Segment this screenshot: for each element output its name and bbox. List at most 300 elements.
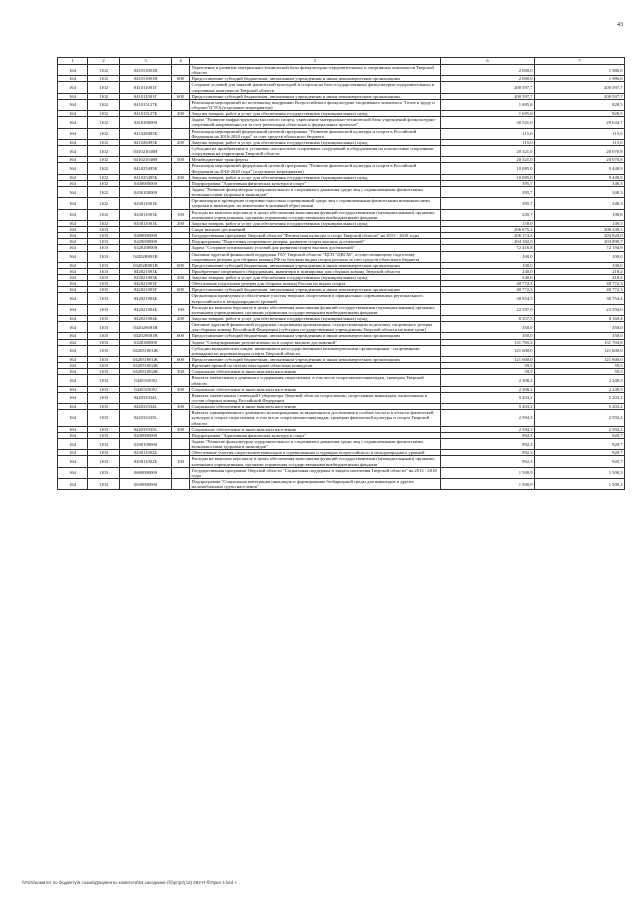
section-code-cell: 1103 — [88, 339, 120, 345]
admin-code-cell: 164 — [58, 363, 88, 369]
section-code-cell: 1102 — [88, 198, 120, 209]
target-article-cell: 0420000000 — [120, 239, 172, 245]
planned-amount-cell: 5 203,2 — [441, 392, 535, 403]
target-article-cell: 042031005J — [120, 386, 172, 392]
page-number: 43 — [617, 22, 623, 28]
admin-code-cell: 164 — [58, 93, 88, 99]
admin-code-cell: 164 — [58, 163, 88, 174]
column-header: 2 — [88, 58, 120, 65]
planned-amount-cell: 2 594,3 — [441, 426, 535, 432]
section-code-cell: 1102 — [88, 117, 120, 128]
planned-amount-cell: 2 308,2 — [441, 375, 535, 386]
target-article-cell: 0420300000 — [120, 339, 172, 345]
executed-amount-cell: 920,7 — [535, 439, 625, 450]
target-article-cell: 041011001Г — [120, 93, 172, 99]
planned-amount-cell: 59,5 — [441, 369, 535, 375]
description-cell: Задача "Стимулирование результативности в спорте высших достижений" — [190, 339, 441, 345]
section-code-cell: 1102 — [88, 209, 120, 220]
executed-amount-cell: 1 500,3 — [535, 478, 625, 489]
expense-type-cell: 200 — [172, 111, 190, 117]
admin-code-cell: 164 — [58, 82, 88, 93]
description-cell: Спорт высших достижений — [190, 226, 441, 232]
executed-amount-cell: 204 820,0 — [535, 233, 625, 239]
expense-type-cell: 600 — [172, 93, 190, 99]
table-row — [58, 251, 625, 262]
expense-type-cell — [172, 345, 190, 356]
target-article-cell: 042031002Ж — [120, 363, 172, 369]
expense-type-cell — [172, 375, 190, 386]
target-article-cell: 041025495Б — [120, 163, 172, 174]
executed-amount-cell: 1 500,3 — [535, 467, 625, 478]
planned-amount-cell: 200 597,7 — [441, 82, 535, 93]
table-row — [58, 478, 625, 489]
planned-amount-cell: 240,0 — [441, 275, 535, 281]
section-code-cell: 1103 — [88, 467, 120, 478]
expense-type-cell — [172, 392, 190, 403]
expense-type-cell: 300 — [172, 386, 190, 392]
planned-amount-cell: 992,3 — [441, 456, 535, 467]
executed-amount-cell: 121 600,0 — [535, 357, 625, 363]
description-cell: Реализация мероприятий федеральной целевой программы "Развитие физической культуры и спорта в Российской Федерации на 2016-2020 годы" (отдельные мероприятия) — [190, 163, 441, 174]
executed-amount-cell: 20 070,8 — [535, 145, 625, 156]
section-code-cell: 1103 — [88, 304, 120, 315]
executed-amount-cell: 198,8 — [535, 209, 625, 220]
table-row — [58, 65, 625, 76]
description-cell: Организация и проведение спортивно-массовых соревнований среди лиц с ограниченными физическими возможностями здоровья и инвалидов, их вовлечение в активный образ жизни — [190, 198, 441, 209]
description-cell: Задача "Развитие физкультурно-оздоровительного и спортивного движения среди лиц с ограниченными физическими возможностями здоровья и инвалидов" — [190, 186, 441, 197]
target-article-cell: 042021003Б — [120, 268, 172, 274]
executed-amount-cell: 8 160,4 — [535, 316, 625, 322]
expense-type-cell — [172, 186, 190, 197]
expense-type-cell — [172, 145, 190, 156]
description-cell: Закупка товаров, работ и услуг для обеспечения государственных (муниципальных) нужд — [190, 316, 441, 322]
target-article-cell: 041021040Н — [120, 145, 172, 156]
planned-amount-cell: 131 765,2 — [441, 339, 535, 345]
planned-amount-cell: 206 675,2 — [441, 226, 535, 232]
target-article-cell: 041015127Б — [120, 99, 172, 110]
table-row — [58, 293, 625, 304]
description-cell: Предоставление субсидий бюджетным, автономным учреждениям и иным некоммерческим организациям — [190, 262, 441, 268]
admin-code-cell: 164 — [58, 410, 88, 426]
target-article-cell: 042021004Б — [120, 293, 172, 304]
target-article-cell: 042031034L — [120, 404, 172, 410]
description-cell: Расходы на выплаты персоналу в целях обеспечения выполнения функций государственными (муниципальными) органами, казенными учреждениями, органами управления государственными внебюджетными фондами — [190, 456, 441, 467]
admin-code-cell: 164 — [58, 209, 88, 220]
admin-code-cell: 164 — [58, 456, 88, 467]
description-cell: Подпрограмма "Подготовка спортивного резерва, развитие спорта высших достижений" — [190, 239, 441, 245]
expense-type-cell: 200 — [172, 139, 190, 145]
section-code-cell: 1102 — [88, 145, 120, 156]
executed-amount-cell: 100,0 — [535, 262, 625, 268]
expense-type-cell: 600 — [172, 333, 190, 339]
description-cell: Выплата ежемесячных стипендий Губернатора Тверской области спортсменам, спортсменам-инвалидам, включенным в состав сборных команд Российской Федерации — [190, 392, 441, 403]
executed-amount-cell: 1 986,0 — [535, 76, 625, 82]
executed-amount-cell: 348,3 — [535, 198, 625, 209]
target-article-cell: 04202S081В — [120, 322, 172, 333]
target-article-cell: 0400000000 — [120, 233, 172, 239]
description-cell: Государственная программа Тверской области "Социальная поддержка и защита населения Тверской области" на 2013 - 2018 годы — [190, 467, 441, 478]
planned-amount-cell: 992,3 — [441, 432, 535, 438]
executed-amount-cell: 5 203,2 — [535, 404, 625, 410]
target-article-cell: 042021003Г — [120, 287, 172, 293]
description-cell: Выплата ежемесячного денежного содержания спортсменам, в том числе спортсменам-инвалидам, тренерам Тверской области — [190, 375, 441, 386]
table-row — [58, 322, 625, 333]
target-article-cell: 041011001Г — [120, 82, 172, 93]
section-code-cell: 1103 — [88, 363, 120, 369]
admin-code-cell: 164 — [58, 375, 88, 386]
admin-code-cell: 164 — [58, 198, 88, 209]
executed-amount-cell: 59,5 — [535, 363, 625, 369]
planned-amount-cell: 350,0 — [441, 322, 535, 333]
expense-type-cell — [172, 410, 190, 426]
admin-code-cell: 164 — [58, 392, 88, 403]
executed-amount-cell: 100,0 — [535, 251, 625, 262]
expense-type-cell — [172, 439, 190, 450]
expense-type-cell — [172, 99, 190, 110]
target-article-cell: 043011002Б — [120, 450, 172, 456]
table-row — [58, 304, 625, 315]
admin-code-cell: 164 — [58, 117, 88, 128]
executed-amount-cell: 828,5 — [535, 111, 625, 117]
target-article-cell: 0630000000 — [120, 478, 172, 489]
planned-amount-cell: 20 321,0 — [441, 145, 535, 156]
executed-amount-cell: 121 600,0 — [535, 345, 625, 356]
admin-code-cell: 164 — [58, 128, 88, 139]
executed-amount-cell: 200 597,7 — [535, 93, 625, 99]
planned-amount-cell: 2 000,0 — [441, 65, 535, 76]
section-code-cell: 1102 — [88, 111, 120, 117]
section-code-cell: 1103 — [88, 268, 120, 274]
admin-code-cell: 164 — [58, 65, 88, 76]
admin-code-cell: 164 — [58, 239, 88, 245]
description-cell: Подпрограмма "Адаптивная физическая культура и спорт" — [190, 432, 441, 438]
expense-type-cell — [172, 163, 190, 174]
section-code-cell: 1103 — [88, 251, 120, 262]
executed-amount-cell: 115,0 — [535, 139, 625, 145]
description-cell: Социальное обеспечение и иные выплаты населению — [190, 369, 441, 375]
planned-amount-cell: 1 500,9 — [441, 467, 535, 478]
description-cell: Закупка товаров, работ и услуг для обеспечения государственных (муниципальных) нужд — [190, 111, 441, 117]
target-article-cell: 043011002Б — [120, 456, 172, 467]
expense-type-cell: 600 — [172, 76, 190, 82]
section-code-cell: 1103 — [88, 316, 120, 322]
description-cell: Подпрограмма "Адаптивная физическая культура и спорт" — [190, 180, 441, 186]
expense-type-cell: 300 — [172, 426, 190, 432]
planned-amount-cell: 20 321,0 — [441, 157, 535, 163]
planned-amount-cell: 40 772,3 — [441, 281, 535, 287]
section-code-cell: 1102 — [88, 93, 120, 99]
expense-type-cell: 300 — [172, 404, 190, 410]
planned-amount-cell: 115,0 — [441, 128, 535, 139]
expense-type-cell — [172, 128, 190, 139]
section-code-cell: 1103 — [88, 426, 120, 432]
executed-amount-cell: 350,0 — [535, 333, 625, 339]
description-cell: Реализация мероприятий по поэтапному внедрению Всероссийского физкультурно-спортивного комплекса "Готов к труду и обороне"(ГТО) (отдельные мероприятия) — [190, 99, 441, 110]
description-cell: Закупка товаров, работ и услуг для обеспечения государственных (муниципальных) нужд — [190, 220, 441, 226]
planned-amount-cell: 2 594,3 — [441, 410, 535, 426]
section-code-cell: 1102 — [88, 163, 120, 174]
planned-amount-cell: 1 695,6 — [441, 111, 535, 117]
section-code-cell: 1103 — [88, 404, 120, 410]
target-article-cell: 04202S081В — [120, 333, 172, 339]
planned-amount-cell: 115,0 — [441, 139, 535, 145]
executed-amount-cell: 1 986,0 — [535, 65, 625, 76]
table-row — [58, 117, 625, 128]
target-article-cell: 042031035L — [120, 410, 172, 426]
admin-code-cell: 164 — [58, 304, 88, 315]
expense-type-cell — [172, 322, 190, 333]
table-row — [58, 209, 625, 220]
executed-amount-cell: 149,5 — [535, 220, 625, 226]
table-row — [58, 145, 625, 156]
planned-amount-cell: 8 357,5 — [441, 316, 535, 322]
planned-amount-cell: 59,5 — [441, 363, 535, 369]
target-article-cell: 042021004Б — [120, 304, 172, 315]
description-cell: Предоставление субсидий бюджетным, автономным учреждениям и иным некоммерческим организациям — [190, 333, 441, 339]
expense-type-cell: 600 — [172, 357, 190, 363]
target-article-cell: 043011001Б — [120, 220, 172, 226]
admin-code-cell: 164 — [58, 145, 88, 156]
admin-code-cell: 164 — [58, 432, 88, 438]
executed-amount-cell: 218,2 — [535, 268, 625, 274]
planned-amount-cell: 10 085,0 — [441, 174, 535, 180]
admin-code-cell: 164 — [58, 245, 88, 251]
expense-type-cell: 200 — [172, 220, 190, 226]
executed-amount-cell: 9 448,9 — [535, 163, 625, 174]
description-cell: Межбюджетные трансферты — [190, 157, 441, 163]
table-row — [58, 392, 625, 403]
planned-amount-cell: 395,7 — [441, 198, 535, 209]
executed-amount-cell: 348,3 — [535, 186, 625, 197]
expense-type-cell: 500 — [172, 157, 190, 163]
expense-type-cell: 100 — [172, 209, 190, 220]
target-article-cell: 0430100000 — [120, 186, 172, 197]
table-row — [58, 410, 625, 426]
executed-amount-cell: 920,7 — [535, 450, 625, 456]
expense-type-cell: 600 — [172, 262, 190, 268]
section-code-cell: 1102 — [88, 220, 120, 226]
target-article-cell: 042031002Ж — [120, 369, 172, 375]
planned-amount-cell: 5 203,2 — [441, 404, 535, 410]
table-row — [58, 198, 625, 209]
description-cell: Социальное обеспечение и иные выплаты населению — [190, 386, 441, 392]
executed-amount-cell: 2 249,5 — [535, 386, 625, 392]
description-cell: Обеспечение участия спортсменов-инвалидов в соревнованиях и турнирах всероссийского и международного уровней — [190, 450, 441, 456]
executed-amount-cell: 29 634,7 — [535, 117, 625, 128]
admin-code-cell: 164 — [58, 322, 88, 333]
description-cell: Задача "Создание оптимальных условий для развития спорта высших достижений" — [190, 245, 441, 251]
planned-amount-cell: 992,3 — [441, 439, 535, 450]
target-article-cell: 041011001В — [120, 76, 172, 82]
executed-amount-cell: 30 754,4 — [535, 293, 625, 304]
description-cell: Задача "Развитие физкультурно-оздоровительного и спортивного движения среди лиц с ограниченными физическими возможностями здоровья и инвалидов" — [190, 439, 441, 450]
budget-table — [57, 57, 625, 490]
description-cell: Расходы на выплаты персоналу в целях обеспечения выполнения функций государственными (муниципальными) органами, казенными учреждениями, органами управления государственными внебюджетными фондами — [190, 209, 441, 220]
planned-amount-cell: 245,7 — [441, 209, 535, 220]
expense-type-cell — [172, 82, 190, 93]
admin-code-cell: 164 — [58, 233, 88, 239]
description-cell: Закупка товаров, работ и услуг для обеспечения государственных (муниципальных) нужд — [190, 275, 441, 281]
expense-type-cell — [172, 478, 190, 489]
planned-amount-cell: 72 416,8 — [441, 245, 535, 251]
table-row — [58, 186, 625, 197]
section-code-cell: 1103 — [88, 410, 120, 426]
planned-amount-cell: 240,0 — [441, 268, 535, 274]
section-code-cell: 1103 — [88, 239, 120, 245]
description-cell: Закупка товаров, работ и услуг для обеспечения государственных (муниципальных) нужд — [190, 139, 441, 145]
target-article-cell: 0600000000 — [120, 467, 172, 478]
section-code-cell: 1102 — [88, 99, 120, 110]
planned-amount-cell: 30 954,5 — [441, 293, 535, 304]
planned-amount-cell: 350,0 — [441, 333, 535, 339]
column-header: 5 — [190, 58, 441, 65]
executed-amount-cell: 131 704,8 — [535, 339, 625, 345]
executed-amount-cell: 9 448,9 — [535, 174, 625, 180]
target-article-cell: 042031005J — [120, 375, 172, 386]
executed-amount-cell: 200 597,7 — [535, 82, 625, 93]
executed-amount-cell: 20 070,8 — [535, 157, 625, 163]
admin-code-cell: 164 — [58, 268, 88, 274]
description-cell: Вручение премий по итогам ежегодных областных конкурсов — [190, 363, 441, 369]
section-code-cell: 1103 — [88, 322, 120, 333]
column-header: 1 — [58, 58, 88, 65]
section-code-cell: 1103 — [88, 345, 120, 356]
planned-amount-cell: 200 597,7 — [441, 93, 535, 99]
admin-code-cell: 164 — [58, 404, 88, 410]
section-code-cell: 1103 — [88, 439, 120, 450]
section-code-cell: 1102 — [88, 180, 120, 186]
table-row — [58, 467, 625, 478]
description-cell: Предоставление субсидий бюджетным, автономным учреждениям и иным некоммерческим организациям — [190, 357, 441, 363]
section-code-cell: 1102 — [88, 174, 120, 180]
description-cell: Подпрограмма "Социальная интеграция инвалидов и формирование безбарьерной среды для инвалидов и других маломобильных групп населения" — [190, 478, 441, 489]
executed-amount-cell: 348,3 — [535, 180, 625, 186]
section-code-cell: 1103 — [88, 392, 120, 403]
expense-type-cell: 100 — [172, 304, 190, 315]
table-row — [58, 439, 625, 450]
planned-amount-cell: 22 597,0 — [441, 304, 535, 315]
description-cell: Социальное обеспечение и иные выплаты населению — [190, 404, 441, 410]
executed-amount-cell: 40 772,3 — [535, 287, 625, 293]
admin-code-cell: 164 — [58, 251, 88, 262]
description-cell: Социальное обеспечение и иные выплаты населению — [190, 426, 441, 432]
table-header-row — [58, 58, 625, 65]
section-code-cell: 1103 — [88, 450, 120, 456]
column-header: 3 — [120, 58, 172, 65]
footer-file-path: \\Fs01\комитет по бюджету\6 созыв\Документы комитета\53 заседание (б)\рг\рг\(13) 282-П-б\Прил 4 bed + — [22, 880, 238, 885]
admin-code-cell: 164 — [58, 439, 88, 450]
planned-amount-cell: 150,0 — [441, 220, 535, 226]
target-article-cell: 041015127Б — [120, 111, 172, 117]
target-article-cell: 041025495Б — [120, 174, 172, 180]
expense-type-cell: 100 — [172, 456, 190, 467]
admin-code-cell: 164 — [58, 369, 88, 375]
section-code-cell: 1103 — [88, 287, 120, 293]
target-article-cell: 041011001В — [120, 65, 172, 76]
section-code-cell: 1103 — [88, 333, 120, 339]
target-article-cell: 043011001Б — [120, 209, 172, 220]
expense-type-cell — [172, 65, 190, 76]
executed-amount-cell: 5 203,2 — [535, 392, 625, 403]
target-article-cell: 041028495Б — [120, 128, 172, 139]
admin-code-cell: 164 — [58, 186, 88, 197]
section-code-cell: 1103 — [88, 357, 120, 363]
planned-amount-cell: 395,7 — [441, 186, 535, 197]
executed-amount-cell: 59,5 — [535, 369, 625, 375]
executed-amount-cell: 2 249,5 — [535, 375, 625, 386]
target-article-cell: 042021004Б — [120, 316, 172, 322]
description-cell: Субсидии юридическим лицам, являющимся негосударственными некоммерческими организациями - спортивными командами по игровым видам спорта Тверской области — [190, 345, 441, 356]
admin-code-cell: 164 — [58, 345, 88, 356]
column-header: 7 — [535, 58, 625, 65]
description-cell: Государственная программа Тверской области "Физическая культура и спорт Тверской области" на 2013 - 2018 годы — [190, 233, 441, 239]
target-article-cell: 042031001Ж — [120, 357, 172, 363]
expense-type-cell — [172, 251, 190, 262]
description-cell: Приобретение спортивного оборудования, инвентаря и экипировки для сборных команд Тверской области — [190, 268, 441, 274]
expense-type-cell — [172, 467, 190, 478]
admin-code-cell: 164 — [58, 275, 88, 281]
planned-amount-cell: 121 600,0 — [441, 357, 535, 363]
admin-code-cell: 164 — [58, 333, 88, 339]
section-code-cell: 1103 — [88, 281, 120, 287]
table-row — [58, 82, 625, 93]
executed-amount-cell: 40 772,3 — [535, 281, 625, 287]
description-cell: Создание условий для занятий физической культурой и спортом на базе государственных физкультурно-оздоровительных и спортивных комплексов Тверской области — [190, 82, 441, 93]
target-article-cell: 0430000000 — [120, 432, 172, 438]
description-cell: Оказание адресной финансовой поддержки ГБУ Тверской области "ЦСП "ЦВСМ", осуществляющему подготовку спортивного резерва для сборных команд РФ по базовым видам спорта региона за счет средств областного бюджета — [190, 251, 441, 262]
admin-code-cell: 164 — [58, 111, 88, 117]
executed-amount-cell: 206 230,3 — [535, 226, 625, 232]
table-row — [58, 99, 625, 110]
admin-code-cell: 164 — [58, 99, 88, 110]
section-code-cell: 1102 — [88, 157, 120, 163]
executed-amount-cell: 2 592,2 — [535, 410, 625, 426]
section-code-cell: 1103 — [88, 275, 120, 281]
admin-code-cell: 164 — [58, 226, 88, 232]
executed-amount-cell: 2 592,2 — [535, 426, 625, 432]
target-article-cell: 04202R081В — [120, 251, 172, 262]
target-article-cell: 041028495Б — [120, 139, 172, 145]
planned-amount-cell: 204 182,0 — [441, 239, 535, 245]
planned-amount-cell: 2 000,0 — [441, 76, 535, 82]
section-code-cell: 1103 — [88, 262, 120, 268]
expense-type-cell: 600 — [172, 287, 190, 293]
column-header: 4 — [172, 58, 190, 65]
planned-amount-cell: 1 695,6 — [441, 99, 535, 110]
description-cell: Предоставление субсидий бюджетным, автономным учреждениям и иным некоммерческим организациям — [190, 287, 441, 293]
admin-code-cell: 164 — [58, 139, 88, 145]
section-code-cell: 1103 — [88, 369, 120, 375]
admin-code-cell: 164 — [58, 357, 88, 363]
planned-amount-cell: 30 521,0 — [441, 117, 535, 128]
executed-amount-cell: 920,7 — [535, 432, 625, 438]
target-article-cell: 042021003Г — [120, 281, 172, 287]
executed-amount-cell: 115,0 — [535, 128, 625, 139]
section-code-cell: 1103 — [88, 233, 120, 239]
section-code-cell: 1103 — [88, 375, 120, 386]
planned-amount-cell: 206 174,3 — [441, 233, 535, 239]
target-article-cell: 0430100000 — [120, 439, 172, 450]
executed-amount-cell: 72 194,9 — [535, 245, 625, 251]
target-article-cell: 041021040Н — [120, 157, 172, 163]
description-cell: Организация проведения и обеспечение участия тверских спортсменов в официальных соревнованиях регионального, всероссийского и международного уровней — [190, 293, 441, 304]
executed-amount-cell: 22 594,0 — [535, 304, 625, 315]
table-row — [58, 163, 625, 174]
target-article-cell: 042021003Б — [120, 275, 172, 281]
table-row — [58, 456, 625, 467]
target-article-cell: 043011001Б — [120, 198, 172, 209]
planned-amount-cell: 121 600,0 — [441, 345, 535, 356]
